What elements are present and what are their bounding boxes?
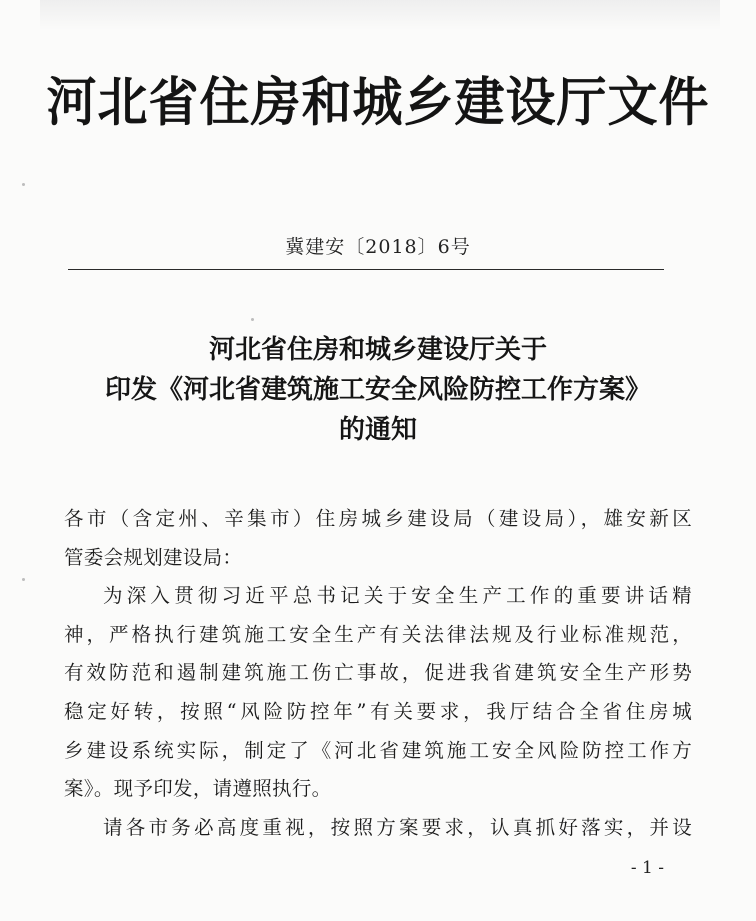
scan-artifact [40,0,720,30]
notice-title [0,330,756,450]
scan-speck [251,318,254,321]
scan-speck [22,183,25,186]
paragraph-1-line-4: 稳定好转，按照“风险防控年”有关要求，我厅结合全省住房城 [64,699,692,723]
notice-title-line-1: 河北省住房和城乡建设厅关于 [208,335,547,365]
paragraph-1-line-6: 案》。现予印发，请遵照执行。 [64,777,332,801]
page-number: - 1 - [630,858,664,878]
paragraph-1-line-3: 有效防范和遏制建筑施工伤亡事故，促进我省建筑安全生产形势 [64,661,692,685]
notice-title-line-2: 印发《河北省建筑施工安全风险防控工作方案》 [104,375,651,405]
scan-speck [22,578,25,581]
document-number: 冀建安〔2018〕6号 [285,236,471,258]
paragraph-1-line-1: 为深入贯彻习近平总书记关于安全生产工作的重要讲话精 [103,584,692,608]
issuer-header: 河北省住房和城乡建设厅文件 [46,70,710,133]
paragraph-2-line-1: 请各市务必高度重视，按照方案要求，认真抓好落实，并设 [103,815,692,839]
notice-title-line-3: 的通知 [338,415,417,445]
salutation-line-2: 管委会规划建设局： [64,545,243,569]
notice-body [64,500,692,847]
header-divider [68,269,664,270]
paragraph-1-line-2: 神，严格执行建筑施工安全生产有关法律法规及行业标准规范， [64,622,692,646]
paragraph-1-line-5: 乡建设系统实际，制定了《河北省建筑施工安全风险防控工作方 [64,738,692,762]
salutation-line-1: 各市（含定州、辛集市）住房城乡建设局（建设局），雄安新区 [64,507,692,530]
